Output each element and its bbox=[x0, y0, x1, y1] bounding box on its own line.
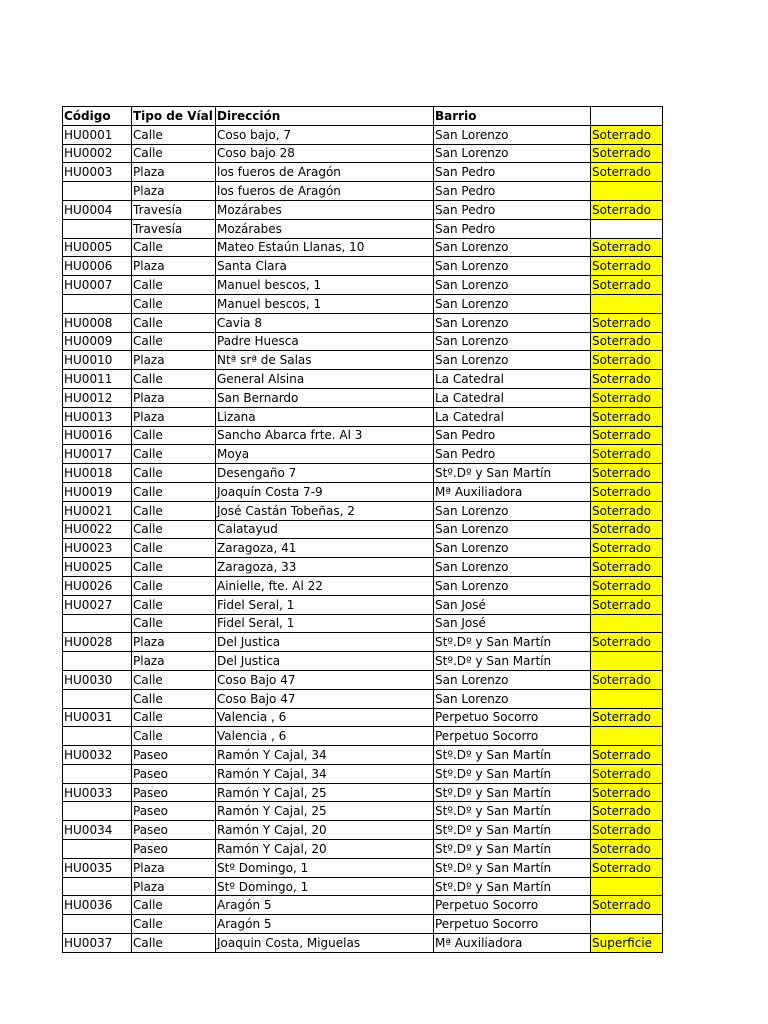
cell-estado[interactable]: Soterrado bbox=[591, 388, 663, 407]
header-codigo[interactable]: Código bbox=[63, 107, 132, 126]
cell-estado[interactable]: Soterrado bbox=[591, 539, 663, 558]
cell-tipo-de-vial[interactable]: Paseo bbox=[132, 783, 216, 802]
table-row bbox=[63, 877, 663, 896]
cell-codigo[interactable]: HU0006 bbox=[63, 257, 132, 276]
cell-tipo-de-vial[interactable]: Calle bbox=[132, 426, 216, 445]
table-row bbox=[63, 652, 663, 671]
cell-barrio[interactable]: San Lorenzo bbox=[434, 332, 591, 351]
cell-tipo-de-vial[interactable]: Paseo bbox=[132, 840, 216, 859]
cell-estado[interactable]: Soterrado bbox=[591, 708, 663, 727]
table-row bbox=[63, 934, 663, 953]
cell-codigo[interactable]: HU0004 bbox=[63, 200, 132, 219]
cell-tipo-de-vial[interactable]: Calle bbox=[132, 670, 216, 689]
cell-estado[interactable]: Soterrado bbox=[591, 840, 663, 859]
cell-tipo-de-vial[interactable]: Calle bbox=[132, 689, 216, 708]
cell-codigo[interactable]: HU0008 bbox=[63, 313, 132, 332]
table-row bbox=[63, 840, 663, 859]
header-row bbox=[63, 107, 663, 126]
cell-estado[interactable]: Soterrado bbox=[591, 576, 663, 595]
table-row bbox=[63, 708, 663, 727]
cell-tipo-de-vial[interactable]: Travesía bbox=[132, 219, 216, 238]
table-row bbox=[63, 332, 663, 351]
table-row bbox=[63, 163, 663, 182]
cell-estado[interactable]: Soterrado bbox=[591, 276, 663, 295]
table-row bbox=[63, 727, 663, 746]
cell-direccion[interactable]: Coso bajo 28 bbox=[216, 144, 434, 163]
cell-direccion[interactable]: los fueros de Aragón bbox=[216, 182, 434, 201]
table-row bbox=[63, 200, 663, 219]
cell-direccion[interactable]: Zaragoza, 33 bbox=[216, 558, 434, 577]
cell-direccion[interactable]: Ramón Y Cajal, 34 bbox=[216, 764, 434, 783]
cell-estado[interactable]: Soterrado bbox=[591, 370, 663, 389]
table-row bbox=[63, 313, 663, 332]
cell-estado[interactable]: Soterrado bbox=[591, 313, 663, 332]
cell-barrio[interactable]: La Catedral bbox=[434, 370, 591, 389]
cell-tipo-de-vial[interactable]: Calle bbox=[132, 445, 216, 464]
cell-direccion[interactable]: Coso bajo, 7 bbox=[216, 125, 434, 144]
cell-barrio[interactable]: San Lorenzo bbox=[434, 313, 591, 332]
table-row bbox=[63, 482, 663, 501]
cell-direccion[interactable]: Del Justica bbox=[216, 652, 434, 671]
cell-codigo[interactable]: HU0032 bbox=[63, 746, 132, 765]
table-row bbox=[63, 464, 663, 483]
cell-direccion[interactable]: Mateo Estaún Llanas, 10 bbox=[216, 238, 434, 257]
cell-direccion[interactable]: San Bernardo bbox=[216, 388, 434, 407]
cell-estado[interactable] bbox=[591, 652, 663, 671]
cell-codigo[interactable]: HU0030 bbox=[63, 670, 132, 689]
cell-barrio[interactable]: Perpetuo Socorro bbox=[434, 896, 591, 915]
cell-estado[interactable]: Soterrado bbox=[591, 257, 663, 276]
table-row bbox=[63, 915, 663, 934]
cell-tipo-de-vial[interactable]: Calle bbox=[132, 558, 216, 577]
cell-barrio[interactable]: Stº.Dº y San Martín bbox=[434, 802, 591, 821]
cell-codigo[interactable]: HU0019 bbox=[63, 482, 132, 501]
cell-direccion[interactable]: Coso Bajo 47 bbox=[216, 670, 434, 689]
table-row bbox=[63, 858, 663, 877]
cell-direccion[interactable]: Mozárabes bbox=[216, 219, 434, 238]
cell-barrio[interactable]: San Lorenzo bbox=[434, 294, 591, 313]
cell-tipo-de-vial[interactable]: Paseo bbox=[132, 802, 216, 821]
cell-barrio[interactable]: San José bbox=[434, 595, 591, 614]
cell-direccion[interactable]: Manuel bescos, 1 bbox=[216, 294, 434, 313]
cell-barrio[interactable]: San Lorenzo bbox=[434, 558, 591, 577]
cell-codigo[interactable]: HU0005 bbox=[63, 238, 132, 257]
cell-direccion[interactable]: Del Justica bbox=[216, 633, 434, 652]
cell-barrio[interactable]: Perpetuo Socorro bbox=[434, 708, 591, 727]
cell-barrio[interactable]: San Pedro bbox=[434, 219, 591, 238]
cell-tipo-de-vial[interactable]: Calle bbox=[132, 276, 216, 295]
cell-estado[interactable] bbox=[591, 294, 663, 313]
cell-direccion[interactable]: Joaquín Costa 7-9 bbox=[216, 482, 434, 501]
cell-barrio[interactable]: La Catedral bbox=[434, 407, 591, 426]
cell-tipo-de-vial[interactable]: Plaza bbox=[132, 388, 216, 407]
table-row bbox=[63, 614, 663, 633]
cell-estado[interactable]: Soterrado bbox=[591, 821, 663, 840]
cell-tipo-de-vial[interactable]: Calle bbox=[132, 313, 216, 332]
cell-barrio[interactable]: San Lorenzo bbox=[434, 539, 591, 558]
cell-estado[interactable]: Soterrado bbox=[591, 332, 663, 351]
table-row bbox=[63, 764, 663, 783]
cell-barrio[interactable]: Stº.Dº y San Martín bbox=[434, 764, 591, 783]
cell-codigo[interactable]: HU0028 bbox=[63, 633, 132, 652]
cell-barrio[interactable]: Perpetuo Socorro bbox=[434, 727, 591, 746]
cell-barrio[interactable]: San José bbox=[434, 614, 591, 633]
cell-tipo-de-vial[interactable]: Calle bbox=[132, 520, 216, 539]
cell-direccion[interactable]: Valencia , 6 bbox=[216, 727, 434, 746]
cell-barrio[interactable]: Stº.Dº y San Martín bbox=[434, 840, 591, 859]
cell-codigo[interactable]: HU0016 bbox=[63, 426, 132, 445]
header-estado[interactable] bbox=[591, 107, 663, 126]
table-row bbox=[63, 576, 663, 595]
cell-estado[interactable]: Soterrado bbox=[591, 764, 663, 783]
cell-tipo-de-vial[interactable]: Calle bbox=[132, 614, 216, 633]
cell-barrio[interactable]: Stº.Dº y San Martín bbox=[434, 783, 591, 802]
cell-tipo-de-vial[interactable]: Travesía bbox=[132, 200, 216, 219]
cell-codigo[interactable]: HU0017 bbox=[63, 445, 132, 464]
cell-codigo[interactable] bbox=[63, 840, 132, 859]
cell-codigo[interactable] bbox=[63, 764, 132, 783]
table-row bbox=[63, 539, 663, 558]
cell-direccion[interactable]: Ntª srª de Salas bbox=[216, 351, 434, 370]
cell-tipo-de-vial[interactable]: Calle bbox=[132, 464, 216, 483]
cell-direccion[interactable]: José Castán Tobeñas, 2 bbox=[216, 501, 434, 520]
cell-barrio[interactable]: San Pedro bbox=[434, 445, 591, 464]
table-row bbox=[63, 388, 663, 407]
table-row bbox=[63, 633, 663, 652]
table-header bbox=[63, 107, 663, 126]
cell-tipo-de-vial[interactable]: Calle bbox=[132, 539, 216, 558]
cell-estado[interactable]: Superficie bbox=[591, 934, 663, 953]
cell-codigo[interactable]: HU0031 bbox=[63, 708, 132, 727]
cell-codigo[interactable] bbox=[63, 689, 132, 708]
cell-direccion[interactable]: Coso Bajo 47 bbox=[216, 689, 434, 708]
cell-codigo[interactable]: HU0033 bbox=[63, 783, 132, 802]
cell-barrio[interactable]: Stº.Dº y San Martín bbox=[434, 652, 591, 671]
cell-direccion[interactable]: Stº Domingo, 1 bbox=[216, 877, 434, 896]
table-body bbox=[63, 125, 663, 952]
cell-tipo-de-vial[interactable]: Calle bbox=[132, 125, 216, 144]
cell-estado[interactable]: Soterrado bbox=[591, 896, 663, 915]
cell-direccion[interactable]: Santa Clara bbox=[216, 257, 434, 276]
cell-codigo[interactable]: HU0027 bbox=[63, 595, 132, 614]
table-row bbox=[63, 294, 663, 313]
cell-codigo[interactable]: HU0023 bbox=[63, 539, 132, 558]
cell-direccion[interactable]: Fidel Seral, 1 bbox=[216, 614, 434, 633]
cell-barrio[interactable]: San Pedro bbox=[434, 163, 591, 182]
cell-estado[interactable]: Soterrado bbox=[591, 200, 663, 219]
cell-estado[interactable]: Soterrado bbox=[591, 445, 663, 464]
cell-estado[interactable]: Soterrado bbox=[591, 802, 663, 821]
cell-barrio[interactable]: Stº.Dº y San Martín bbox=[434, 464, 591, 483]
cell-estado[interactable] bbox=[591, 915, 663, 934]
cell-tipo-de-vial[interactable]: Plaza bbox=[132, 182, 216, 201]
cell-estado[interactable]: Soterrado bbox=[591, 595, 663, 614]
cell-direccion[interactable]: Desengaño 7 bbox=[216, 464, 434, 483]
table-row bbox=[63, 370, 663, 389]
table-row bbox=[63, 670, 663, 689]
cell-tipo-de-vial[interactable]: Paseo bbox=[132, 821, 216, 840]
table-row bbox=[63, 144, 663, 163]
cell-barrio[interactable]: La Catedral bbox=[434, 388, 591, 407]
cell-direccion[interactable]: Aragón 5 bbox=[216, 915, 434, 934]
cell-direccion[interactable]: Manuel bescos, 1 bbox=[216, 276, 434, 295]
cell-direccion[interactable]: Sancho Abarca frte. Al 3 bbox=[216, 426, 434, 445]
table-row bbox=[63, 689, 663, 708]
cell-codigo[interactable] bbox=[63, 182, 132, 201]
table-row bbox=[63, 802, 663, 821]
cell-estado[interactable]: Soterrado bbox=[591, 501, 663, 520]
cell-estado[interactable]: Soterrado bbox=[591, 558, 663, 577]
header-direccion[interactable]: Dirección bbox=[216, 107, 434, 126]
cell-codigo[interactable]: HU0025 bbox=[63, 558, 132, 577]
cell-tipo-de-vial[interactable]: Calle bbox=[132, 708, 216, 727]
cell-barrio[interactable]: San Lorenzo bbox=[434, 144, 591, 163]
cell-direccion[interactable]: Ramón Y Cajal, 20 bbox=[216, 821, 434, 840]
cell-barrio[interactable]: San Lorenzo bbox=[434, 125, 591, 144]
cell-codigo[interactable]: HU0009 bbox=[63, 332, 132, 351]
table-row bbox=[63, 238, 663, 257]
cell-direccion[interactable]: Padre Huesca bbox=[216, 332, 434, 351]
cell-codigo[interactable]: HU0026 bbox=[63, 576, 132, 595]
cell-direccion[interactable]: Ramón Y Cajal, 34 bbox=[216, 746, 434, 765]
cell-tipo-de-vial[interactable]: Plaza bbox=[132, 163, 216, 182]
cell-codigo[interactable] bbox=[63, 219, 132, 238]
table-row bbox=[63, 276, 663, 295]
cell-tipo-de-vial[interactable]: Plaza bbox=[132, 858, 216, 877]
cell-direccion[interactable]: General Alsina bbox=[216, 370, 434, 389]
cell-codigo[interactable]: HU0001 bbox=[63, 125, 132, 144]
cell-tipo-de-vial[interactable]: Plaza bbox=[132, 351, 216, 370]
cell-direccion[interactable]: Ramón Y Cajal, 25 bbox=[216, 783, 434, 802]
cell-direccion[interactable]: Zaragoza, 41 bbox=[216, 539, 434, 558]
table-row bbox=[63, 182, 663, 201]
table-row bbox=[63, 501, 663, 520]
cell-tipo-de-vial[interactable]: Calle bbox=[132, 501, 216, 520]
cell-direccion[interactable]: Ramón Y Cajal, 25 bbox=[216, 802, 434, 821]
table-row bbox=[63, 520, 663, 539]
cell-barrio[interactable]: Perpetuo Socorro bbox=[434, 915, 591, 934]
cell-estado[interactable]: Soterrado bbox=[591, 163, 663, 182]
cell-barrio[interactable]: San Lorenzo bbox=[434, 670, 591, 689]
cell-codigo[interactable]: HU0013 bbox=[63, 407, 132, 426]
cell-estado[interactable]: Soterrado bbox=[591, 144, 663, 163]
cell-codigo[interactable]: HU0012 bbox=[63, 388, 132, 407]
cell-estado[interactable]: Soterrado bbox=[591, 238, 663, 257]
table-row bbox=[63, 219, 663, 238]
cell-estado[interactable]: Soterrado bbox=[591, 633, 663, 652]
cell-barrio[interactable]: San Lorenzo bbox=[434, 351, 591, 370]
table-row bbox=[63, 595, 663, 614]
cell-barrio[interactable]: Stº.Dº y San Martín bbox=[434, 858, 591, 877]
cell-codigo[interactable]: HU0011 bbox=[63, 370, 132, 389]
cell-tipo-de-vial[interactable]: Calle bbox=[132, 370, 216, 389]
cell-estado[interactable]: Soterrado bbox=[591, 783, 663, 802]
cell-direccion[interactable]: Joaquin Costa, Miguelas bbox=[216, 934, 434, 953]
cell-tipo-de-vial[interactable]: Calle bbox=[132, 595, 216, 614]
cell-codigo[interactable]: HU0035 bbox=[63, 858, 132, 877]
cell-direccion[interactable]: Fidel Seral, 1 bbox=[216, 595, 434, 614]
table-row bbox=[63, 125, 663, 144]
cell-direccion[interactable]: Cavia 8 bbox=[216, 313, 434, 332]
cell-codigo[interactable]: HU0034 bbox=[63, 821, 132, 840]
cell-codigo[interactable] bbox=[63, 727, 132, 746]
cell-barrio[interactable]: San Lorenzo bbox=[434, 520, 591, 539]
cell-codigo[interactable] bbox=[63, 802, 132, 821]
cell-codigo[interactable] bbox=[63, 652, 132, 671]
cell-direccion[interactable]: Ramón Y Cajal, 20 bbox=[216, 840, 434, 859]
cell-codigo[interactable]: HU0002 bbox=[63, 144, 132, 163]
cell-direccion[interactable]: los fueros de Aragón bbox=[216, 163, 434, 182]
cell-tipo-de-vial[interactable]: Calle bbox=[132, 915, 216, 934]
cell-tipo-de-vial[interactable]: Calle bbox=[132, 896, 216, 915]
cell-barrio[interactable]: Stº.Dº y San Martín bbox=[434, 821, 591, 840]
cell-codigo[interactable] bbox=[63, 877, 132, 896]
cell-direccion[interactable]: Moya bbox=[216, 445, 434, 464]
cell-barrio[interactable]: Stº.Dº y San Martín bbox=[434, 746, 591, 765]
cell-estado[interactable] bbox=[591, 877, 663, 896]
cell-codigo[interactable]: HU0037 bbox=[63, 934, 132, 953]
cell-estado[interactable] bbox=[591, 182, 663, 201]
cell-tipo-de-vial[interactable]: Calle bbox=[132, 332, 216, 351]
cell-direccion[interactable]: Aragón 5 bbox=[216, 896, 434, 915]
cell-codigo[interactable]: HU0022 bbox=[63, 520, 132, 539]
cell-direccion[interactable]: Calatayud bbox=[216, 520, 434, 539]
table-row bbox=[63, 746, 663, 765]
cell-estado[interactable]: Soterrado bbox=[591, 482, 663, 501]
cell-estado[interactable] bbox=[591, 689, 663, 708]
cell-estado[interactable]: Soterrado bbox=[591, 858, 663, 877]
cell-codigo[interactable]: HU0036 bbox=[63, 896, 132, 915]
cell-tipo-de-vial[interactable]: Calle bbox=[132, 482, 216, 501]
cell-estado[interactable]: Soterrado bbox=[591, 464, 663, 483]
cell-estado[interactable]: Soterrado bbox=[591, 407, 663, 426]
header-tipo-de-vial[interactable]: Tipo de Víal bbox=[132, 107, 216, 126]
cell-barrio[interactable]: Stº.Dº y San Martín bbox=[434, 877, 591, 896]
cell-tipo-de-vial[interactable]: Calle bbox=[132, 294, 216, 313]
table-row bbox=[63, 257, 663, 276]
table-row bbox=[63, 896, 663, 915]
cell-tipo-de-vial[interactable]: Calle bbox=[132, 144, 216, 163]
cell-tipo-de-vial[interactable]: Paseo bbox=[132, 746, 216, 765]
table-row bbox=[63, 445, 663, 464]
cell-tipo-de-vial[interactable]: Calle bbox=[132, 238, 216, 257]
cell-codigo[interactable]: HU0003 bbox=[63, 163, 132, 182]
cell-tipo-de-vial[interactable]: Calle bbox=[132, 576, 216, 595]
cell-estado[interactable]: Soterrado bbox=[591, 670, 663, 689]
cell-tipo-de-vial[interactable]: Calle bbox=[132, 727, 216, 746]
cell-direccion[interactable]: Lizana bbox=[216, 407, 434, 426]
cell-barrio[interactable]: San Lorenzo bbox=[434, 689, 591, 708]
cell-barrio[interactable]: Mª Auxiliadora bbox=[434, 934, 591, 953]
cell-barrio[interactable]: San Pedro bbox=[434, 426, 591, 445]
cell-direccion[interactable]: Stº Domingo, 1 bbox=[216, 858, 434, 877]
cell-codigo[interactable] bbox=[63, 294, 132, 313]
cell-estado[interactable]: Soterrado bbox=[591, 520, 663, 539]
cell-barrio[interactable]: San Lorenzo bbox=[434, 238, 591, 257]
cell-estado[interactable] bbox=[591, 727, 663, 746]
table-row bbox=[63, 407, 663, 426]
cell-direccion[interactable]: Ainielle, fte. Al 22 bbox=[216, 576, 434, 595]
cell-codigo[interactable]: HU0010 bbox=[63, 351, 132, 370]
cell-estado[interactable]: Soterrado bbox=[591, 426, 663, 445]
cell-barrio[interactable]: San Lorenzo bbox=[434, 257, 591, 276]
table-row bbox=[63, 783, 663, 802]
cell-barrio[interactable]: San Lorenzo bbox=[434, 501, 591, 520]
cell-estado[interactable]: Soterrado bbox=[591, 746, 663, 765]
table-row bbox=[63, 821, 663, 840]
header-barrio[interactable]: Barrio bbox=[434, 107, 591, 126]
cell-codigo[interactable]: HU0021 bbox=[63, 501, 132, 520]
cell-codigo[interactable]: HU0018 bbox=[63, 464, 132, 483]
cell-barrio[interactable]: San Lorenzo bbox=[434, 576, 591, 595]
cell-direccion[interactable]: Valencia , 6 bbox=[216, 708, 434, 727]
cell-tipo-de-vial[interactable]: Plaza bbox=[132, 652, 216, 671]
cell-tipo-de-vial[interactable]: Calle bbox=[132, 934, 216, 953]
cell-tipo-de-vial[interactable]: Plaza bbox=[132, 407, 216, 426]
cell-estado[interactable] bbox=[591, 614, 663, 633]
cell-barrio[interactable]: San Pedro bbox=[434, 200, 591, 219]
cell-estado[interactable]: Soterrado bbox=[591, 125, 663, 144]
cell-barrio[interactable]: Mª Auxiliadora bbox=[434, 482, 591, 501]
cell-barrio[interactable]: Stº.Dº y San Martín bbox=[434, 633, 591, 652]
cell-tipo-de-vial[interactable]: Paseo bbox=[132, 764, 216, 783]
table-row bbox=[63, 558, 663, 577]
cell-tipo-de-vial[interactable]: Plaza bbox=[132, 877, 216, 896]
cell-estado[interactable]: Soterrado bbox=[591, 351, 663, 370]
cell-estado[interactable] bbox=[591, 219, 663, 238]
cell-codigo[interactable] bbox=[63, 614, 132, 633]
table-row bbox=[63, 426, 663, 445]
cell-tipo-de-vial[interactable]: Plaza bbox=[132, 633, 216, 652]
table-row bbox=[63, 351, 663, 370]
cell-direccion[interactable]: Mozárabes bbox=[216, 200, 434, 219]
cell-codigo[interactable]: HU0007 bbox=[63, 276, 132, 295]
cell-tipo-de-vial[interactable]: Plaza bbox=[132, 257, 216, 276]
cell-codigo[interactable] bbox=[63, 915, 132, 934]
cell-barrio[interactable]: San Lorenzo bbox=[434, 276, 591, 295]
spreadsheet-table bbox=[62, 106, 663, 953]
cell-barrio[interactable]: San Pedro bbox=[434, 182, 591, 201]
